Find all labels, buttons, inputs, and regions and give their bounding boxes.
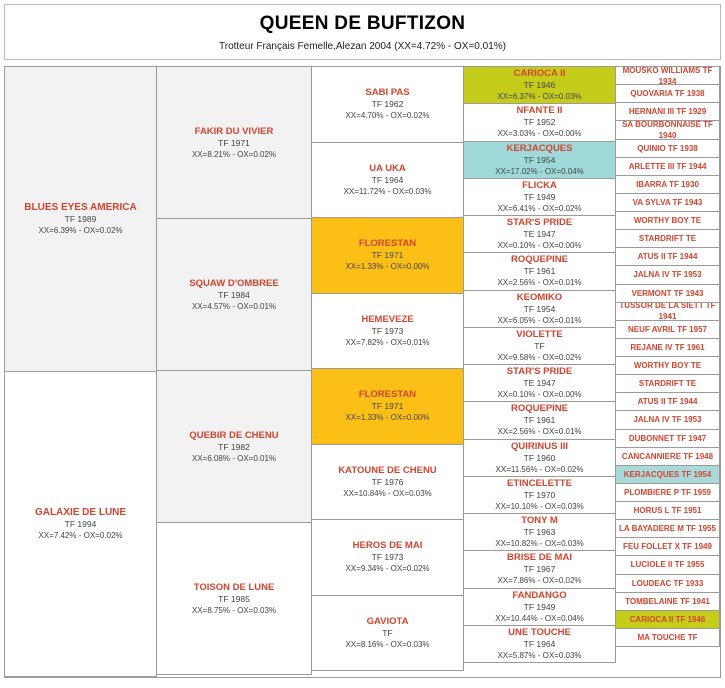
pedigree-cell[interactable] (156, 66, 312, 219)
pedigree-cell[interactable] (615, 84, 720, 103)
pedigree-cell[interactable] (463, 439, 616, 477)
pedigree-cell[interactable] (615, 338, 720, 357)
ancestor-line: TF 1976 (371, 476, 404, 487)
pedigree-cell[interactable] (615, 66, 720, 85)
ancestor-name: TOISON DE LUNE (193, 581, 275, 593)
ancestor-name: PLOMBIERE P TF 1959 (624, 487, 711, 497)
generation-5-column (616, 67, 720, 677)
ancestor-line: TF 1982 (218, 441, 250, 452)
ancestor-coefficients: XX=6.41% - OX=0.02% (497, 203, 582, 213)
ancestor-line: TF 1960 (523, 452, 556, 463)
ancestor-name: FLICKA (522, 179, 557, 191)
ancestor-coefficients: XX=4.70% - OX=0.02% (345, 111, 430, 121)
pedigree-cell[interactable] (615, 374, 720, 393)
ancestor-coefficients: XX=2.56% - OX=0.01% (497, 427, 582, 437)
ancestor-name: ATUS II TF 1944 (637, 252, 698, 262)
pedigree-cell[interactable] (615, 519, 720, 538)
pedigree-cell[interactable] (615, 193, 720, 212)
generation-2-column (157, 67, 312, 677)
ancestor-coefficients: XX=7.86% - OX=0.02% (497, 576, 582, 586)
pedigree-cell[interactable] (463, 103, 616, 141)
pedigree-cell[interactable] (615, 284, 720, 303)
ancestor-line: TE 1947 (523, 378, 556, 389)
ancestor-line: TF 1967 (523, 564, 556, 575)
ancestor-line: TF 1964 (523, 638, 556, 649)
page-title: QUEEN DE BUFTIZON (259, 12, 466, 34)
ancestor-line: TF 1971 (371, 401, 404, 412)
ancestor-name: STARDRIFT TE (638, 379, 697, 389)
ancestor-line: TF (382, 627, 393, 638)
ancestor-name: KERJACQUES TF 1954 (623, 469, 712, 479)
pedigree-cell[interactable] (156, 370, 312, 523)
ancestor-name: NEUF AVRIL TF 1957 (628, 324, 707, 334)
ancestor-coefficients: XX=8.16% - OX=0.03% (345, 639, 430, 649)
ancestor-coefficients: XX=9.34% - OX=0.02% (345, 564, 430, 574)
ancestor-coefficients: XX=8.21% - OX=0.02% (191, 149, 277, 159)
ancestor-name: UNE TOUCHE (508, 626, 571, 638)
ancestor-coefficients: XX=0.10% - OX=0.00% (497, 241, 582, 251)
ancestor-line: TF 1994 (64, 519, 97, 529)
pedigree-cell[interactable] (615, 483, 720, 502)
pedigree-cell[interactable] (615, 392, 720, 411)
ancestor-line: TF 1970 (523, 489, 556, 500)
ancestor-name: VA SYLVA TF 1943 (632, 197, 703, 207)
ancestor-name: SA BOURBONNAISE TF 1940 (622, 120, 713, 140)
ancestor-name: SQUAW D'OMBREE (189, 277, 279, 289)
ancestor-line: TF 1973 (371, 552, 404, 563)
ancestor-name: TOMBELAINE TF 1941 (625, 596, 710, 606)
ancestor-name: MOUSKO WILLIAMS TF 1934 (622, 66, 713, 86)
ancestor-name: DUBONNET TF 1947 (628, 433, 707, 443)
pedigree-cell[interactable] (615, 555, 720, 574)
ancestor-line: TF 1946 (523, 80, 556, 91)
ancestor-coefficients: XX=6.05% - OX=0.01% (497, 315, 582, 325)
ancestor-coefficients: XX=1.33% - OX=0.00% (345, 262, 430, 272)
ancestor-name: TONY M (521, 515, 558, 527)
ancestor-coefficients: XX=7.42% - OX=0.02% (38, 531, 123, 540)
ancestor-line: TF 1961 (523, 266, 556, 277)
ancestor-name: FLORESTAN (358, 238, 417, 250)
ancestor-line: TF 1952 (523, 117, 556, 128)
ancestor-name: VERMONT TF 1943 (631, 288, 704, 298)
pedigree-cell[interactable] (615, 102, 720, 121)
pedigree-cell[interactable] (615, 501, 720, 520)
pedigree-cell[interactable] (463, 252, 616, 290)
pedigree-cell[interactable] (615, 610, 720, 629)
ancestor-name: JALNA IV TF 1953 (633, 270, 702, 280)
ancestor-line: TF 1985 (218, 593, 250, 604)
ancestor-name: HEMEVEZE (361, 313, 414, 325)
pedigree-cell[interactable] (615, 139, 720, 158)
ancestor-coefficients: XX=11.72% - OX=0.03% (343, 186, 432, 196)
pedigree-cell[interactable] (615, 175, 720, 194)
ancestor-name: HEROS DE MAI (352, 540, 423, 552)
ancestor-name: ROQUEPINE (510, 403, 568, 415)
ancestor-name: CANCANNIERE TF 1948 (621, 451, 714, 461)
ancestor-coefficients: XX=10.84% - OX=0.03% (343, 488, 432, 498)
ancestor-coefficients: XX=6.39% - OX=0.02% (38, 226, 123, 235)
ancestor-name: QUINIO TF 1938 (637, 143, 698, 153)
pedigree-cell[interactable] (615, 447, 720, 466)
pedigree-cell[interactable] (463, 141, 616, 179)
generation-1-column (5, 67, 157, 677)
ancestor-name: QUIRINUS III (510, 440, 568, 452)
pedigree-cell[interactable] (615, 320, 720, 339)
pedigree-cell[interactable] (311, 595, 464, 672)
pedigree-cell[interactable] (615, 247, 720, 266)
ancestor-name: FAKIR DU VIVIER (194, 125, 274, 137)
ancestor-name: STAR'S PRIDE (506, 217, 573, 229)
pedigree-cell[interactable] (463, 215, 616, 253)
ancestor-name: ARLETTE III TF 1944 (628, 161, 707, 171)
ancestor-coefficients: XX=3.03% - OX=0.00% (497, 129, 582, 139)
ancestor-name: FANDANGO (512, 589, 567, 601)
ancestor-line: TF 1949 (523, 191, 556, 202)
pedigree-cell[interactable] (311, 217, 464, 294)
pedigree-cell[interactable] (615, 120, 720, 139)
ancestor-line: TF 1973 (371, 325, 404, 336)
ancestor-coefficients: XX=4.57% - OX=0.01% (191, 301, 277, 311)
ancestor-name: HERNANI III TF 1929 (628, 107, 707, 117)
pedigree-cell[interactable] (463, 476, 616, 514)
ancestor-name: VIOLETTE (516, 328, 563, 340)
ancestor-name: SABI PAS (365, 87, 410, 99)
ancestor-name: MA TOUCHE TF (637, 632, 698, 642)
pedigree-cell[interactable] (463, 66, 616, 104)
pedigree-cell[interactable] (463, 178, 616, 216)
ancestor-name: ETINCELETTE (507, 477, 572, 489)
ancestor-line: TF 1971 (218, 137, 250, 148)
pedigree-cell[interactable] (156, 218, 312, 371)
page-header (4, 4, 721, 60)
ancestor-name: WORTHY BOY TE (633, 216, 702, 226)
ancestor-name: FLORESTAN (358, 389, 417, 401)
ancestor-line: TF 1954 (523, 154, 556, 165)
ancestor-line: TE 1947 (523, 229, 556, 240)
pedigree-cell[interactable] (311, 368, 464, 445)
pedigree-cell[interactable] (615, 465, 720, 484)
ancestor-line: TF 1962 (371, 99, 404, 110)
ancestor-coefficients: XX=8.75% - OX=0.03% (191, 605, 277, 615)
pedigree-cell[interactable] (311, 293, 464, 370)
ancestor-name: QUOVARIA TF 1938 (630, 89, 705, 99)
pedigree-cell[interactable] (463, 364, 616, 402)
pedigree-cell[interactable] (463, 625, 616, 663)
pedigree-cell[interactable] (4, 66, 157, 372)
ancestor-name: TUSSOR DE LA SIETT TF 1941 (619, 301, 716, 321)
pedigree-cell[interactable] (311, 519, 464, 596)
ancestor-name: BLUES EYES AMERICA (24, 202, 137, 213)
ancestor-name: STAR'S PRIDE (506, 366, 573, 378)
ancestor-coefficients: XX=1.33% - OX=0.00% (345, 413, 430, 423)
pedigree-cell[interactable] (615, 229, 720, 248)
ancestor-coefficients: XX=9.58% - OX=0.02% (497, 352, 582, 362)
pedigree-cell[interactable] (311, 142, 464, 219)
pedigree-cell[interactable] (4, 371, 157, 677)
ancestor-name: JALNA IV TF 1953 (633, 415, 702, 425)
ancestor-name: KERJACQUES (506, 142, 573, 154)
pedigree-cell[interactable] (615, 628, 720, 647)
ancestor-name: NFANTE II (516, 105, 563, 117)
ancestor-name: UA UKA (369, 162, 406, 174)
ancestor-line: TF 1954 (523, 303, 556, 314)
ancestor-name: KATOUNE DE CHENU (338, 464, 437, 476)
page-subtitle: Trotteur Français Femelle,Alezan 2004 (XX=4.72% - OX=0.01%) (219, 40, 506, 52)
pedigree-cell[interactable] (615, 265, 720, 284)
ancestor-line: TF 1964 (371, 174, 404, 185)
generation-3-column (312, 67, 464, 677)
ancestor-coefficients: XX=6.37% - OX=0.03% (497, 92, 582, 102)
ancestor-name: STARDRIFT TE (638, 234, 697, 244)
ancestor-name: REJANE IV TF 1961 (630, 342, 705, 352)
ancestor-name: ATUS II TF 1944 (637, 397, 698, 407)
ancestor-coefficients: XX=10.44% - OX=0.04% (495, 613, 584, 623)
pedigree-cell[interactable] (311, 444, 464, 521)
pedigree-cell[interactable] (463, 327, 616, 365)
pedigree-cell[interactable] (463, 290, 616, 328)
ancestor-name: LUCIOLE II TF 1955 (630, 560, 705, 570)
pedigree-cell[interactable] (615, 157, 720, 176)
ancestor-name: GAVIOTA (366, 615, 409, 627)
ancestor-name: BRISE DE MAI (507, 552, 572, 564)
ancestor-coefficients: XX=2.56% - OX=0.01% (497, 278, 582, 288)
pedigree-cell[interactable] (463, 401, 616, 439)
ancestor-name: CARIOCA II TF 1946 (629, 614, 706, 624)
pedigree-cell[interactable] (615, 302, 720, 321)
pedigree-table (4, 66, 721, 678)
ancestor-name: ROQUEPINE (510, 254, 568, 266)
pedigree-cell[interactable] (615, 211, 720, 230)
ancestor-name: KEOMIKO (516, 291, 563, 303)
ancestor-name: IBARRA TF 1930 (636, 179, 699, 189)
ancestor-coefficients: XX=5.87% - OX=0.03% (497, 650, 582, 660)
ancestor-line: TF 1961 (523, 415, 556, 426)
pedigree-cell[interactable] (463, 513, 616, 551)
ancestor-line: TF 1971 (371, 250, 404, 261)
pedigree-cell[interactable] (615, 429, 720, 448)
ancestor-coefficients: XX=6.08% - OX=0.01% (191, 453, 277, 463)
ancestor-coefficients: XX=10.10% - OX=0.03% (495, 501, 584, 511)
ancestor-name: QUEBIR DE CHENU (189, 429, 279, 441)
ancestor-line: TF 1963 (523, 527, 556, 538)
pedigree-cell[interactable] (615, 592, 720, 611)
ancestor-line: TF 1984 (218, 289, 250, 300)
pedigree-cell[interactable] (156, 522, 312, 675)
pedigree-cell[interactable] (311, 66, 464, 143)
ancestor-line: TF 1989 (64, 214, 97, 224)
ancestor-coefficients: XX=0.10% - OX=0.00% (497, 390, 582, 400)
ancestor-coefficients: XX=11.56% - OX=0.02% (495, 464, 584, 474)
ancestor-name: LA BAYADERE M TF 1955 (619, 524, 716, 534)
ancestor-name: FEU FOLLET X TF 1949 (623, 542, 712, 552)
ancestor-coefficients: XX=7.82% - OX=0.01% (345, 337, 430, 347)
generation-4-column (464, 67, 616, 677)
ancestor-coefficients: XX=10.82% - OX=0.03% (495, 539, 584, 549)
pedigree-cell[interactable] (615, 410, 720, 429)
pedigree-cell[interactable] (615, 574, 720, 593)
ancestor-line: TF 1949 (523, 601, 556, 612)
ancestor-name: WORTHY BOY TE (633, 361, 702, 371)
ancestor-name: GALAXIE DE LUNE (34, 507, 127, 518)
ancestor-coefficients: XX=17.02% - OX=0.04% (495, 166, 584, 176)
ancestor-name: HORUS L TF 1951 (633, 506, 702, 516)
ancestor-name: CARIOCA II (513, 68, 566, 80)
ancestor-name: LOUDEAC TF 1933 (631, 578, 704, 588)
pedigree-cell[interactable] (615, 356, 720, 375)
ancestor-line: TF (534, 340, 545, 351)
pedigree-cell[interactable] (615, 537, 720, 556)
pedigree-cell[interactable] (463, 588, 616, 626)
pedigree-cell[interactable] (463, 550, 616, 588)
